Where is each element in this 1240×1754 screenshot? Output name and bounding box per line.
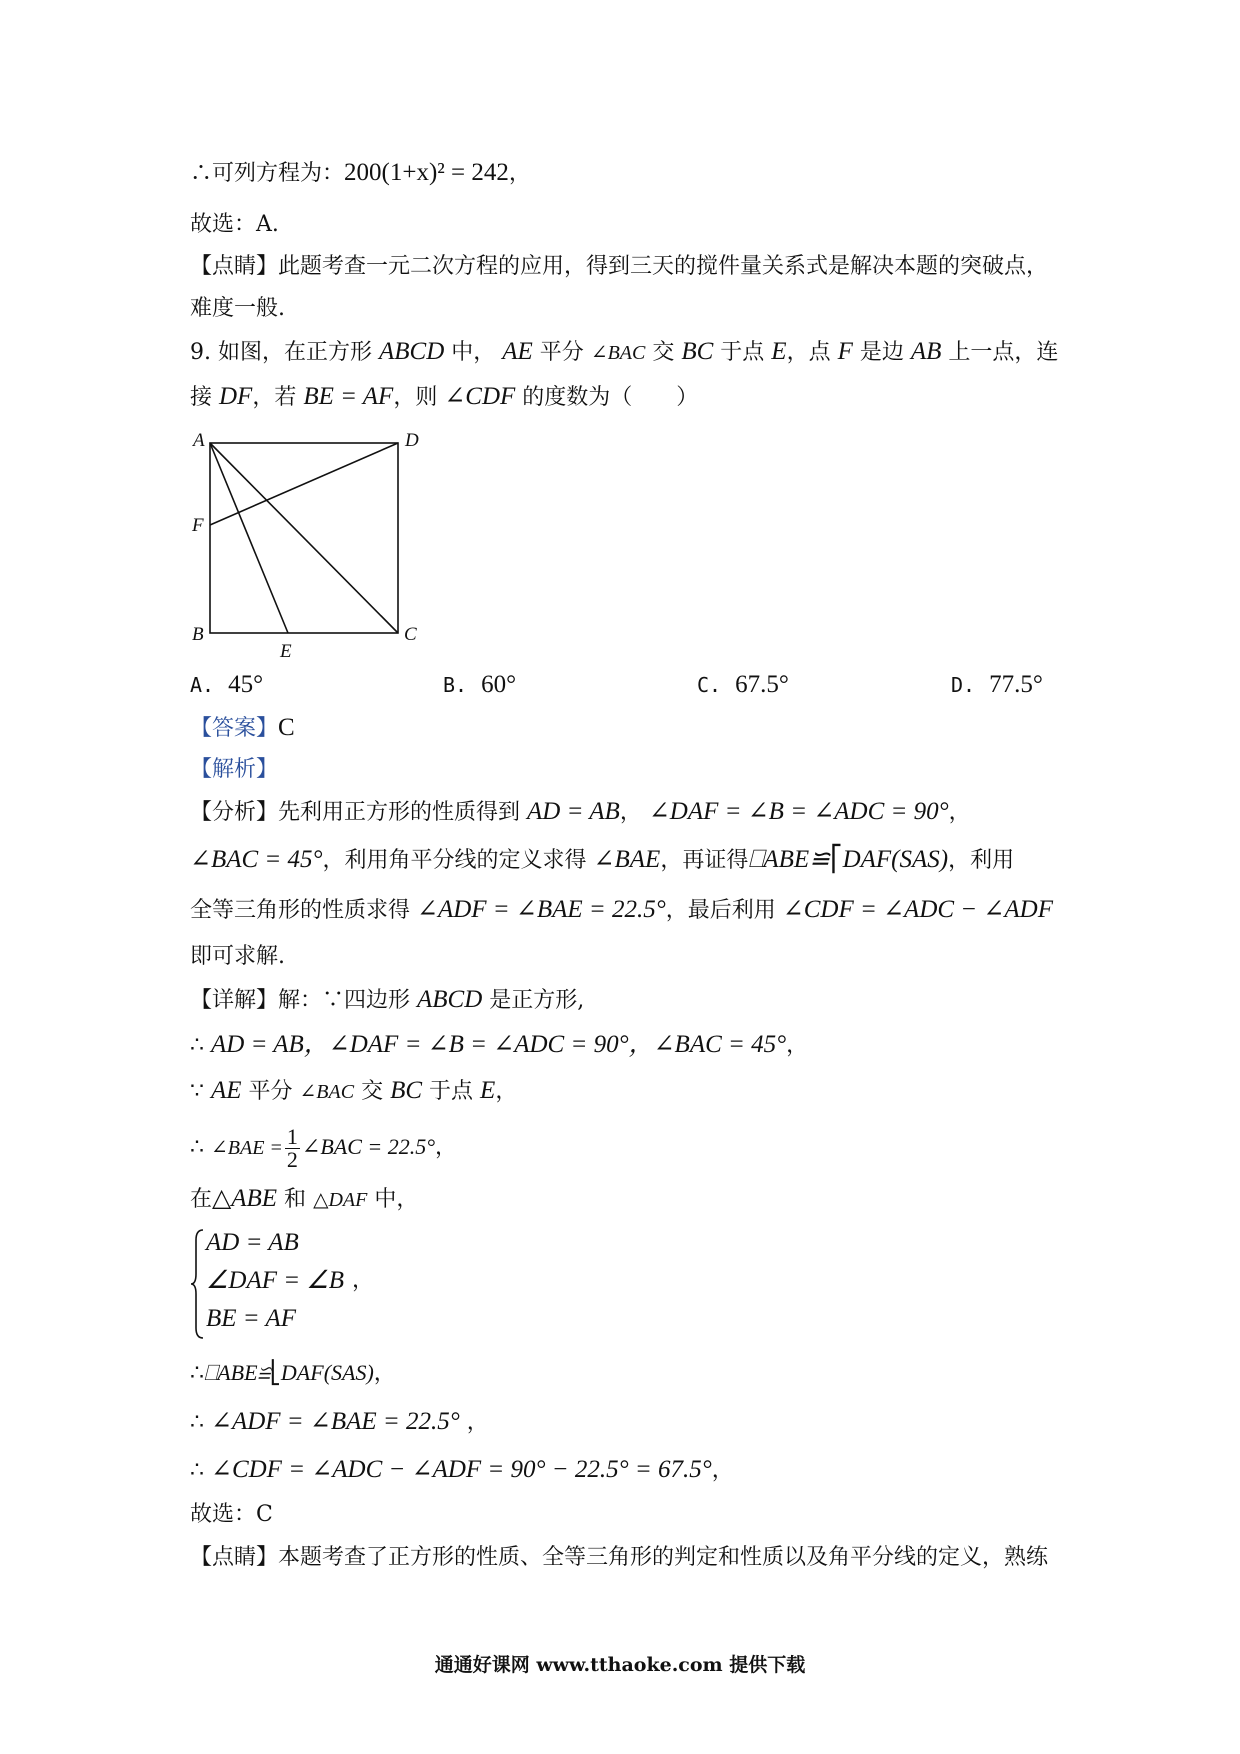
option-d — [951, 670, 1043, 701]
s7-text: ∴ — [190, 1458, 211, 1483]
s7-end: ， — [711, 1458, 734, 1483]
q9b-text-c: ，若 — [252, 385, 304, 410]
s5-math: ⎕ABE≌⎣DAF(SAS) — [204, 1360, 374, 1385]
s4-text1: 在 — [190, 1187, 213, 1212]
detail-tag: 【详解】 — [190, 988, 279, 1013]
segment-df — [210, 443, 398, 525]
s5-text: ∴ — [190, 1361, 204, 1386]
s6-text: ∴ — [190, 1410, 211, 1435]
option-d-label: D. — [951, 673, 976, 697]
equation-line — [190, 158, 531, 189]
analysis-line2 — [190, 845, 1014, 876]
xj-text2: 是正方形, — [482, 988, 585, 1013]
condition-2: ∠DAF = ∠B — [206, 1267, 345, 1294]
step7-line — [190, 1455, 734, 1486]
s6-end: ， — [459, 1410, 489, 1435]
left-brace — [190, 1228, 206, 1340]
q9-math-d: AE — [502, 338, 533, 365]
fx2-math1: ∠BAC = 45° — [190, 846, 323, 873]
s1-end: ， — [786, 1033, 809, 1058]
fx1-text: 先利用正方形的性质得到 — [278, 800, 528, 825]
fx2-text1: ，利用角平分线的定义求得 — [322, 848, 594, 873]
q9-math-b: ABCD — [378, 338, 445, 365]
label-c: C — [404, 624, 417, 645]
analysis-line3 — [190, 895, 1053, 926]
s3-math1: ∠BAE = — [211, 1137, 283, 1159]
step3-line — [190, 1122, 457, 1173]
equation-math: 200(1+x)² = 242 — [344, 159, 509, 186]
segment-ae — [210, 443, 288, 633]
s2-text3: 交 — [354, 1079, 391, 1104]
equation-suffix: ， — [508, 161, 531, 186]
s4-math1: △ABE — [212, 1185, 278, 1212]
option-c-value: 67.5° — [735, 671, 789, 698]
detail-line1 — [190, 985, 584, 1016]
s4-text2: 和 — [277, 1187, 314, 1212]
step2-line — [190, 1076, 517, 1107]
label-e: E — [280, 641, 292, 658]
fx3-math2: ∠CDF = ∠ADC − ∠ADF — [782, 896, 1053, 923]
q9-text-c: 中， — [444, 340, 503, 365]
analysis-line4: 即可求解. — [190, 944, 285, 969]
dianjing-line — [190, 252, 1048, 282]
fx3-text2: ，最后利用 — [665, 898, 783, 923]
option-a-value: 45° — [228, 671, 264, 698]
s2-math1: AE — [211, 1077, 242, 1104]
q9-math-n: AB — [910, 338, 942, 365]
half-fraction — [285, 1123, 300, 1172]
s1-text: ∴ — [190, 1033, 211, 1058]
summary-tag: 【点睛】 — [190, 1545, 279, 1570]
fx1-text2: ， — [619, 800, 649, 825]
fx1-math2: ∠DAF = ∠B = ∠ADC = 90° — [648, 798, 949, 825]
q9b-text-g: 的度数为（ ） — [515, 385, 699, 410]
q9-text-g: 交 — [645, 340, 682, 365]
s4-math2: △DAF — [313, 1189, 368, 1211]
fx2-math3: ⎕ABE≌⎡DAF(SAS) — [748, 846, 949, 873]
q9b-math-f: ∠CDF — [444, 383, 516, 410]
s3-text: ∴ — [190, 1135, 211, 1160]
fx2-math2: ∠BAE — [593, 846, 661, 873]
option-b — [443, 670, 516, 701]
step1-line — [190, 1030, 808, 1061]
xj-text1: 解：∵四边形 — [278, 988, 418, 1013]
q9-text-k: ，点 — [786, 340, 838, 365]
option-c-label: C. — [697, 673, 722, 697]
dianjing-text: 此题考查一元二次方程的应用，得到三天的搅件量关系式是解决本题的突破点， — [278, 254, 1049, 279]
s3-end: ， — [435, 1135, 458, 1160]
question-9-line2 — [190, 382, 698, 413]
option-d-value: 77.5° — [989, 671, 1043, 698]
s2-text2: 平分 — [241, 1079, 300, 1104]
step5-line — [190, 1358, 396, 1389]
s4-text3: 中， — [367, 1187, 419, 1212]
s5-end: ， — [373, 1361, 396, 1386]
q9-text-a: 9. 如图，在正方形 — [190, 340, 379, 365]
label-f: F — [192, 515, 204, 536]
q9-math-h: BC — [681, 338, 714, 365]
q9b-math-b: DF — [219, 383, 253, 410]
summary-line — [190, 1543, 1048, 1573]
q9-text-m: 是边 — [852, 340, 911, 365]
q9-text-i: 于点 — [713, 340, 772, 365]
s6-math: ∠ADF = ∠BAE = 22.5° — [211, 1408, 460, 1435]
s2-text4: 于点 — [422, 1079, 481, 1104]
analysis-line1 — [190, 797, 971, 828]
fx3-math1: ∠ADF = ∠BAE = 22.5° — [417, 896, 666, 923]
question-9-line1 — [190, 337, 1058, 368]
q9b-math-d: BE = AF — [303, 383, 394, 410]
fx2-text2: ，再证得 — [660, 848, 749, 873]
fx2-text3: ，利用 — [948, 848, 1015, 873]
q9-math-j: E — [771, 338, 787, 365]
square-figure — [190, 428, 430, 658]
equation-prefix: ∴可列方程为： — [190, 161, 345, 186]
summary-text: 本题考查了正方形的性质、全等三角形的判定和性质以及角平分线的定义，熟练 — [278, 1545, 1049, 1570]
option-b-value: 60° — [481, 671, 517, 698]
condition-1: AD = AB — [206, 1229, 299, 1256]
condition-3: BE = AF — [206, 1305, 297, 1332]
page-footer: 通通好课网 www.tthaoke.com 提供下载 — [434, 1654, 806, 1676]
label-b: B — [192, 624, 204, 645]
segment-ac — [210, 443, 398, 633]
analysis-tag: 【分析】 — [190, 800, 279, 825]
q9-text-o: 上一点，连 — [941, 340, 1059, 365]
s2-math2: ∠BAC — [299, 1081, 355, 1103]
jiexi-tag: 【解析】 — [190, 757, 279, 782]
choice-line: 故选：A. — [190, 212, 279, 237]
q9-math-f: ∠BAC — [590, 342, 646, 364]
s2-math4: E — [480, 1077, 496, 1104]
q9-math-l: F — [837, 338, 853, 365]
fx1-math1: AD = AB — [527, 798, 620, 825]
q9-text-e: 平分 — [532, 340, 591, 365]
s7-math: ∠CDF = ∠ADC − ∠ADF = 90° − 22.5° = 67.5° — [211, 1456, 712, 1483]
s3-math2: ∠BAC = 22.5° — [301, 1134, 436, 1159]
option-c — [697, 670, 789, 701]
q9b-text-e: ，则 — [393, 385, 445, 410]
dianjing-tag: 【点睛】 — [190, 254, 279, 279]
option-b-label: B. — [443, 673, 468, 697]
s2-text5: ， — [495, 1079, 518, 1104]
label-a: A — [193, 430, 205, 451]
option-a-label: A. — [190, 673, 215, 697]
answer-value: C — [278, 714, 295, 741]
step8-line: 故选：C — [190, 1502, 273, 1527]
fraction-numerator: 1 — [286, 1123, 298, 1149]
s1-math: AD = AB，∠DAF = ∠B = ∠ADC = 90°，∠BAC = 45° — [211, 1031, 787, 1058]
fx3-text1: 全等三角形的性质求得 — [190, 898, 417, 923]
fx1-text3: ， — [948, 800, 971, 825]
step4-line — [190, 1184, 418, 1215]
q9b-text-a: 接 — [190, 385, 219, 410]
xj-math1: ABCD — [417, 986, 483, 1013]
fraction-denominator: 2 — [286, 1146, 298, 1172]
s2-text: ∵ — [190, 1079, 211, 1104]
option-a — [190, 670, 263, 701]
answer-tag: 【答案】 — [190, 716, 279, 741]
label-d: D — [405, 430, 419, 451]
answer-line — [190, 713, 295, 744]
difficulty-line: 难度一般. — [190, 296, 285, 321]
brace-tail: ， — [352, 1268, 375, 1293]
s2-math3: BC — [390, 1077, 423, 1104]
step6-line — [190, 1407, 489, 1438]
